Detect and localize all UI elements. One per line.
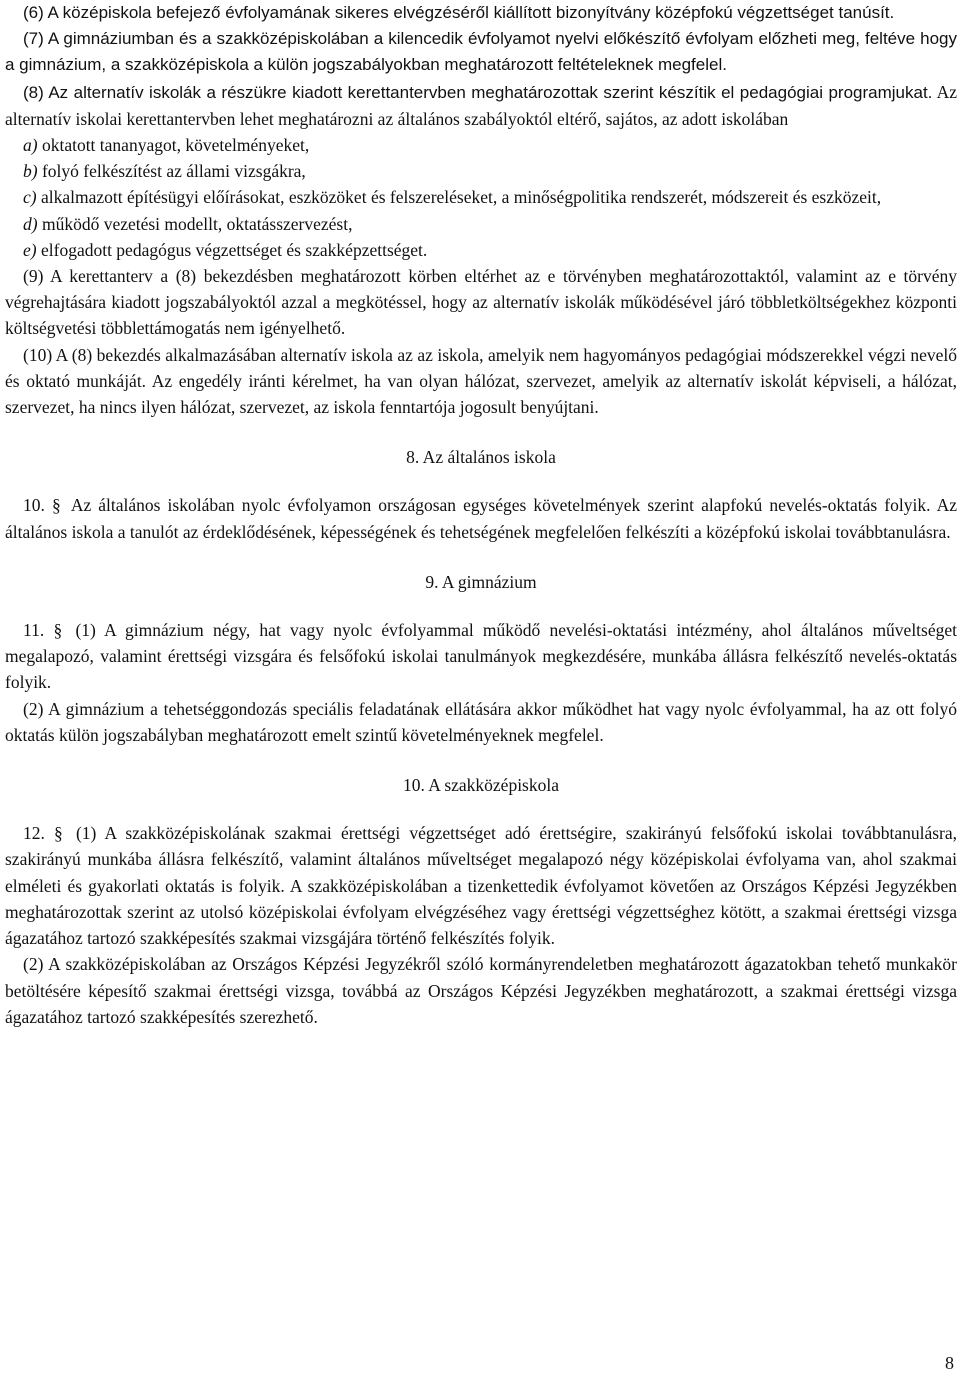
section-number: 12. § <box>23 823 63 844</box>
list-marker: e) <box>23 239 37 260</box>
section-number: 11. § <box>23 620 63 641</box>
section-text: (1) A gimnázium négy, hat vagy nyolc évfolyammal működő nevelési-oktatási intézmény, ahol általános műveltséget megalapozó, valamint érettségi vizsgára és felsőfokú iskolai tanulmányok megkezdésére, munkába állásra felkészítő nevelés-oktatás folyik. <box>5 620 957 693</box>
list-item-text: folyó felkészítést az állami vizsgákra, <box>41 161 306 182</box>
paragraph-8-second-sentence: Az alternatív iskolai kerettantervben lehet meghatározni az általános szabályoktól eltérő, sajátos, az adott iskolában <box>5 81 957 129</box>
section-text: (1) A szakközépiskolának szakmai érettségi végzettséget adó érettségire, szakirányú felsőfokú iskolai továbbtanulásra, szakirányú munkába állásra felkészítő, valamint általános műveltséget megalapozó négy középiskolai évfolyama van, ahol szakmai elméleti és gyakorlati oktatás is folyik. A szakközépiskolában a tizenkettedik évfolyamot követően az Országos Képzési Jegyzékben meghatározottak szerint az utolsó középiskolai évfolyam elvégzéséhez vagy érettségi végzettséghez kötött, a szakmai érettségi vizsga ágazatához tartozó szakképesítés szakmai vizsgájára történő felkészítés folyik. <box>5 823 958 949</box>
section-heading-vocational-school: 10. A szakközépiskola <box>402 775 559 796</box>
list-item-d <box>5 211 957 237</box>
section-12-paragraph-2: (2) A szakközépiskolában az Országos Képzési Jegyzékről szóló kormányrendeletben meghatározott ágazatokban tehető munkakör betöltésére képesítő szakmai érettségi vizsga, továbbá az Országos Képzési Jegyzékben meghatározott, a szakmai érettségi vizsga ágazatához tartozó szakképesítés szerezhető. <box>5 954 957 1027</box>
paragraph-10: (10) A (8) bekezdés alkalmazásában alternatív iskola az az iskola, amelyik nem hagyományos pedagógiai módszerekkel végzi nevelő és oktató munkáját. Az engedély iránti kérelmet, ha van olyan hálózat, szervezet, amelyik az alternatív iskolát képviseli, a hálózat, szervezet, ha nincs ilyen hálózat, szervezet, az iskola fenntartója jogosult benyújtani. <box>5 344 957 418</box>
list-marker: c) <box>23 187 37 208</box>
list-item-text: elfogadott pedagógus végzettséget és szakképzettséget. <box>40 239 428 260</box>
section-11-paragraph-1 <box>5 617 957 696</box>
document-page <box>5 0 957 1030</box>
list-item-c <box>5 184 957 210</box>
paragraph-8 <box>5 79 957 132</box>
section-number: 10. § <box>23 495 61 516</box>
list-items <box>5 132 957 263</box>
section-text: Az általános iskolában nyolc évfolyamon országosan egységes követelmények szerint alapfokú nevelés-oktatás folyik. Az általános iskola a tanulót az érdeklődésének, képességének és tehetségének megfelelően felkészíti a középfokú iskolai továbbtanulásra. <box>5 495 957 542</box>
section-11-paragraph-2: (2) A gimnázium a tehetséggondozás speciális feladatának ellátására akkor működhet hat vagy nyolc évfolyammal, ha az ott folyó oktatás külön jogszabályban meghatározott emelt szintű követelményeknek megfelel. <box>5 698 957 745</box>
section-12-paragraph-1 <box>5 820 957 951</box>
page-number: 8 <box>945 1353 954 1373</box>
list-item-text: oktatott tananyagot, követelményeket, <box>41 135 310 156</box>
list-item-text: működő vezetési modellt, oktatásszervezést, <box>41 213 353 234</box>
list-marker: a) <box>23 135 38 156</box>
list-item-e <box>5 237 957 263</box>
paragraph-6: (6) A középiskola befejező évfolyamának sikeres elvégzéséről kiállított bizonyítvány középfokú végzettséget tanúsít. <box>23 3 895 22</box>
list-item-text: alkalmazott építésügyi előírásokat, eszközöket és felszereléseket, a minőségpolitika rendszerét, módszereit és eszközeit, <box>40 187 882 208</box>
list-item-a <box>5 132 957 158</box>
list-marker: d) <box>23 213 38 234</box>
paragraph-8-first-sentence: (8) Az alternatív iskolák a részükre kiadott kerettantervben meghatározottak szerint készítik el pedagógiai programjukat. <box>23 82 933 102</box>
list-marker: b) <box>23 161 38 182</box>
paragraph-7: (7) A gimnáziumban és a szakközépiskolában a kilencedik évfolyamot nyelvi előkészítő évfolyam előzheti meg, feltéve hogy a gimnázium, a szakközépiskola a külön jogszabályokban meghatározott feltételeknek megfelel. <box>5 29 957 75</box>
section-10-paragraph <box>5 492 957 544</box>
paragraph-9: (9) A kerettanterv a (8) bekezdésben meghatározott körben eltérhet az e törvényben meghatározottaktól, valamint az e törvény végrehajtására kiadott jogszabályoktól azzal a megkötéssel, hogy az alternatív iskolák működésével járó többletköltségekhez központi költségvetési többlettámogatás nem igényelhető. <box>5 266 957 339</box>
section-heading-gymnasium: 9. A gimnázium <box>425 571 537 592</box>
list-item-b <box>5 158 957 184</box>
section-heading-general-school: 8. Az általános iskola <box>406 447 556 468</box>
